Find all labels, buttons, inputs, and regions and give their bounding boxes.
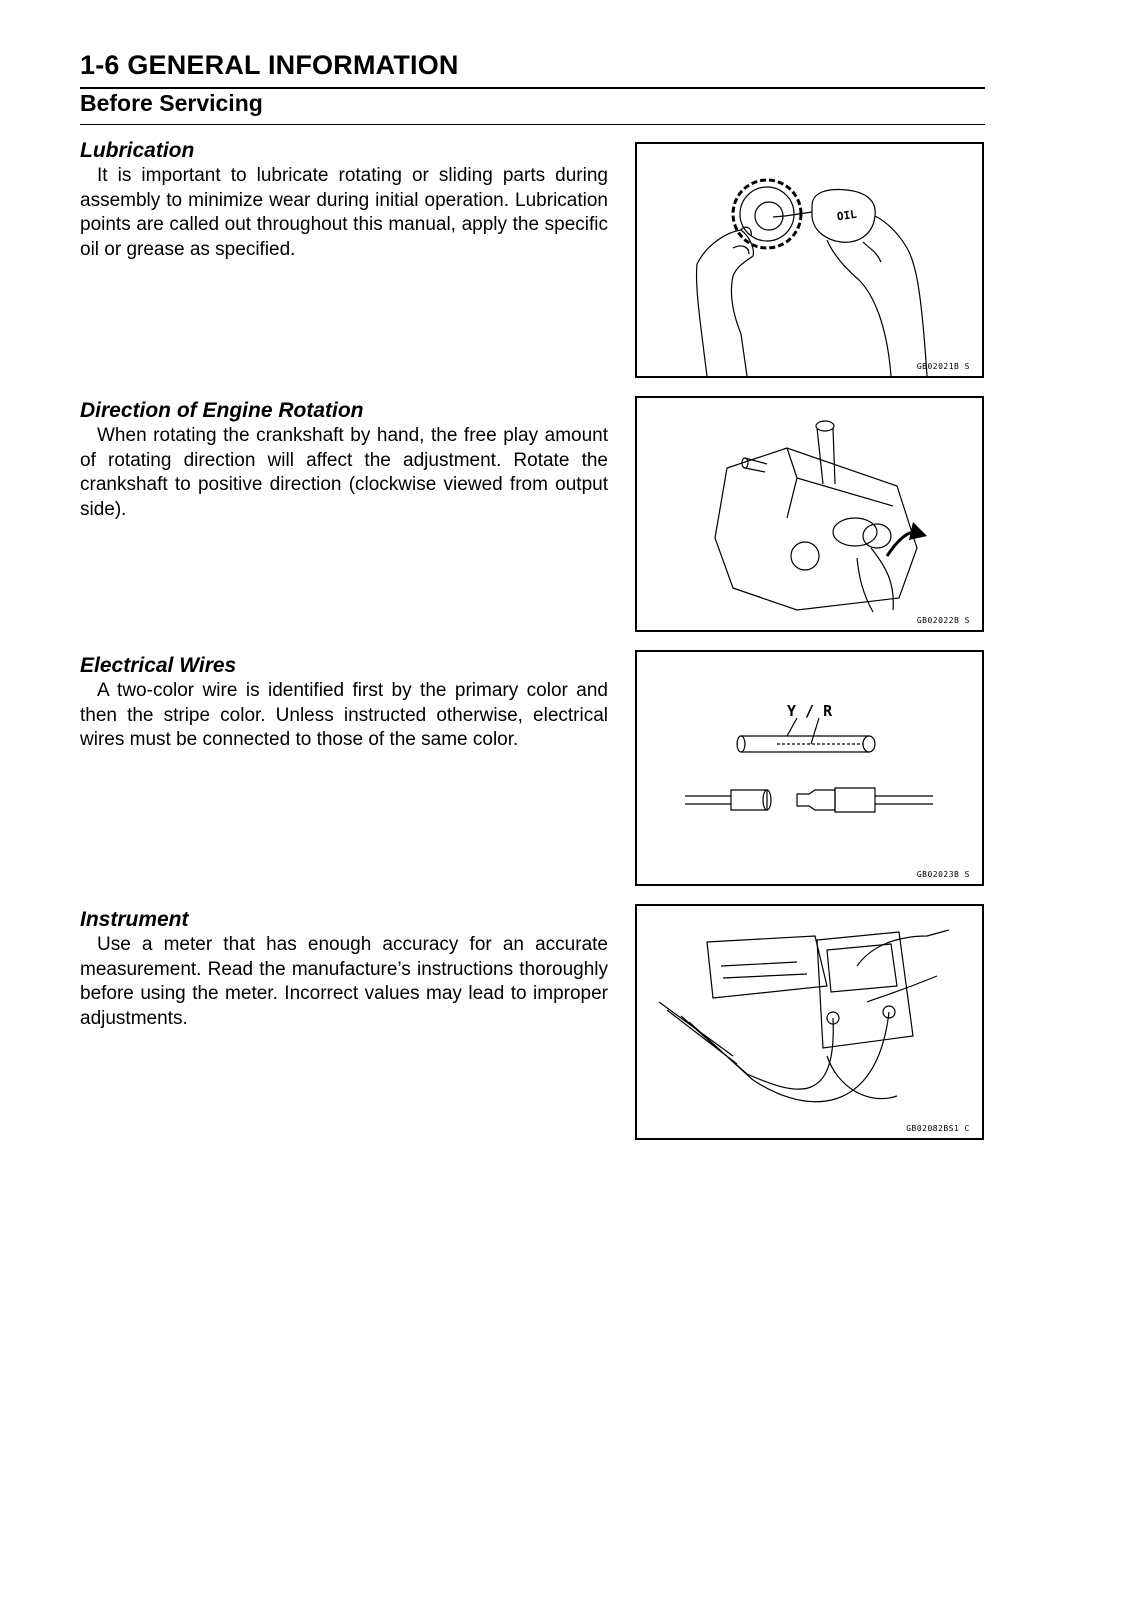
two-color-wire-illustration: [637, 652, 982, 884]
heading-rule: [80, 124, 985, 125]
lubrication-section: [80, 138, 608, 262]
engine-rotation-section: [80, 398, 608, 522]
instrument-section: [80, 907, 608, 1031]
engine-rotation-title: Direction of Engine Rotation: [80, 399, 364, 422]
multimeter-illustration: [637, 906, 982, 1138]
page-title: 1-6 GENERAL INFORMATION: [80, 50, 459, 80]
electrical-wires-text: A two-color wire is identified first by the primary color and then the stripe color. Unless instructed otherwise, electrical wires must be connected to those of the same color.: [80, 680, 608, 750]
wire-color-label: Y / R: [787, 702, 833, 720]
lubrication-text: It is important to lubricate rotating or sliding parts during assembly to minimize wear during initial operation. Lubrication points are called out throughout this manual, apply the specific oil or grease as specified.: [80, 165, 608, 260]
electrical-wires-section: [80, 653, 608, 753]
figure-code: GB02021B S: [916, 362, 970, 371]
section-heading: Before Servicing: [80, 90, 263, 116]
instrument-text: Use a meter that has enough accuracy for an accurate measurement. Read the manufacture’s instructions thoroughly before using the meter. Incorrect values may lead to improper adjustments.: [80, 934, 608, 1029]
lubrication-title: Lubrication: [80, 139, 195, 162]
engine-rotation-text: When rotating the crankshaft by hand, the free play amount of rotating direction will affect the adjustment. Rotate the crankshaft to positive direction (clockwise viewed from output side).: [80, 425, 608, 520]
instrument-figure: [635, 904, 984, 1140]
engine-rotation-figure: [635, 396, 984, 632]
oil-label: OIL: [836, 207, 858, 224]
title-rule: [80, 87, 985, 89]
electrical-wires-figure: [635, 650, 984, 886]
figure-code: GB02023B S: [916, 870, 970, 879]
instrument-title: Instrument: [80, 908, 189, 931]
figure-code: GB02082BS1 C: [906, 1124, 970, 1133]
electrical-wires-title: Electrical Wires: [80, 654, 237, 677]
oiling-gear-illustration: [637, 144, 982, 376]
lubrication-figure: [635, 142, 984, 378]
crankshaft-rotation-illustration: [637, 398, 982, 630]
figure-code: GB02022B S: [916, 616, 970, 625]
